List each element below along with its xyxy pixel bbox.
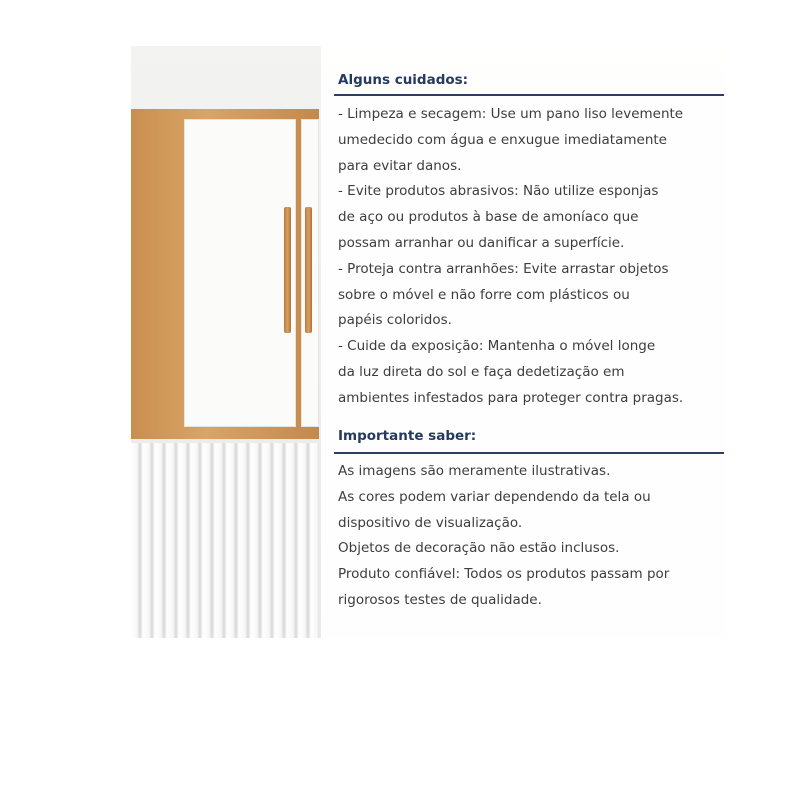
- care-line: para evitar danos.: [338, 157, 462, 174]
- care-line: possam arranhar ou danificar a superfície.: [338, 234, 625, 251]
- info-line: rigorosos testes de qualidade.: [338, 591, 542, 608]
- wall-cabinet-image: [131, 109, 319, 439]
- info-line: As cores podem variar dependendo da tela ou: [338, 488, 651, 505]
- info-heading: Importante saber:: [338, 428, 477, 444]
- cabinet-handle-right: [305, 207, 312, 333]
- care-line: papéis coloridos.: [338, 312, 452, 329]
- care-line: umedecido com água e enxugue imediatamente: [338, 131, 667, 148]
- info-line: dispositivo de visualização.: [338, 514, 523, 531]
- cabinet-handle-left: [284, 207, 291, 333]
- care-line: de aço ou produtos à base de amoníaco que: [338, 209, 639, 226]
- info-line: As imagens são meramente ilustrativas.: [338, 463, 611, 479]
- care-line: - Evite produtos abrasivos: Não utilize esponjas: [338, 183, 659, 200]
- care-list: [338, 102, 718, 412]
- care-line: ambientes infestados para proteger contra pragas.: [338, 389, 684, 406]
- care-line: - Cuide da exposição: Mantenha o móvel longe: [338, 338, 656, 355]
- info-line: Produto confiável: Todos os produtos passam por: [338, 566, 670, 583]
- info-list: [338, 459, 718, 614]
- info-divider: [334, 452, 724, 454]
- slatted-panel-image: [131, 443, 319, 638]
- care-line: sobre o móvel e não forre com plásticos ou: [338, 286, 630, 303]
- care-line: da luz direta do sol e faça dedetização em: [338, 363, 625, 380]
- care-line: - Limpeza e secagem: Use um pano liso levemente: [338, 106, 684, 122]
- care-divider: [334, 94, 724, 96]
- care-line: - Proteja contra arranhões: Evite arrastar objetos: [338, 260, 669, 277]
- care-heading: Alguns cuidados:: [338, 72, 469, 88]
- cabinet-door-left: [184, 119, 296, 427]
- info-line: Objetos de decoração não estão inclusos.: [338, 540, 620, 557]
